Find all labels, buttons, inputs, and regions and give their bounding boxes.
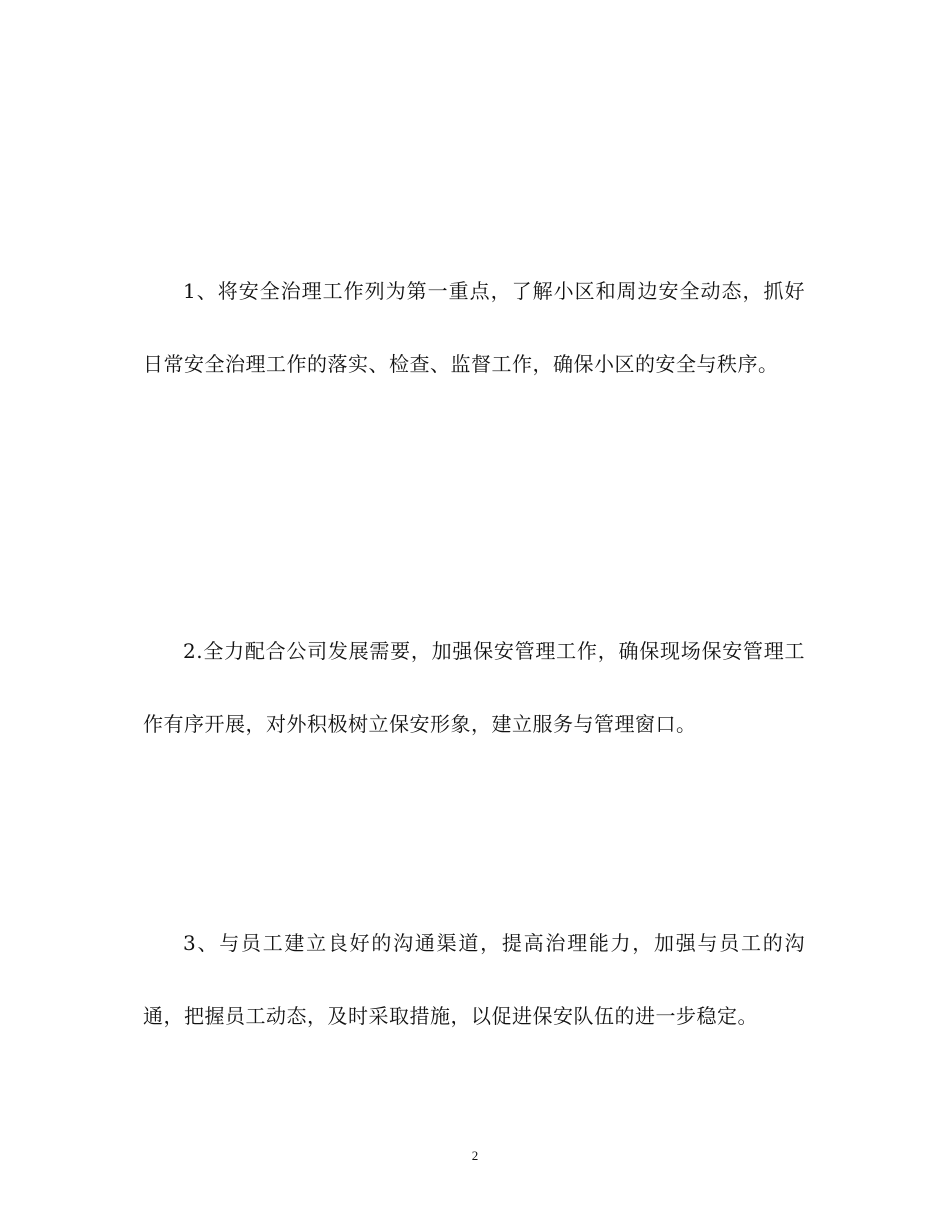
paragraph-3: 3、与员工建立良好的沟通渠道，提高治理能力，加强与员工的沟通，把握员工动态，及时采取措施，以促进保安队伍的进一步稳定。 xyxy=(143,931,805,1028)
paragraph-1: 1、将安全治理工作列为第一重点，了解小区和周边安全动态，抓好日常安全治理工作的落实、检查、监督工作，确保小区的安全与秩序。 xyxy=(143,279,805,376)
paragraph-2: 2.全力配合公司发展需要，加强保安管理工作，确保现场保安管理工作有序开展，对外积极树立保安形象，建立服务与管理窗口。 xyxy=(143,639,805,736)
page-number: 2 xyxy=(471,1148,479,1163)
